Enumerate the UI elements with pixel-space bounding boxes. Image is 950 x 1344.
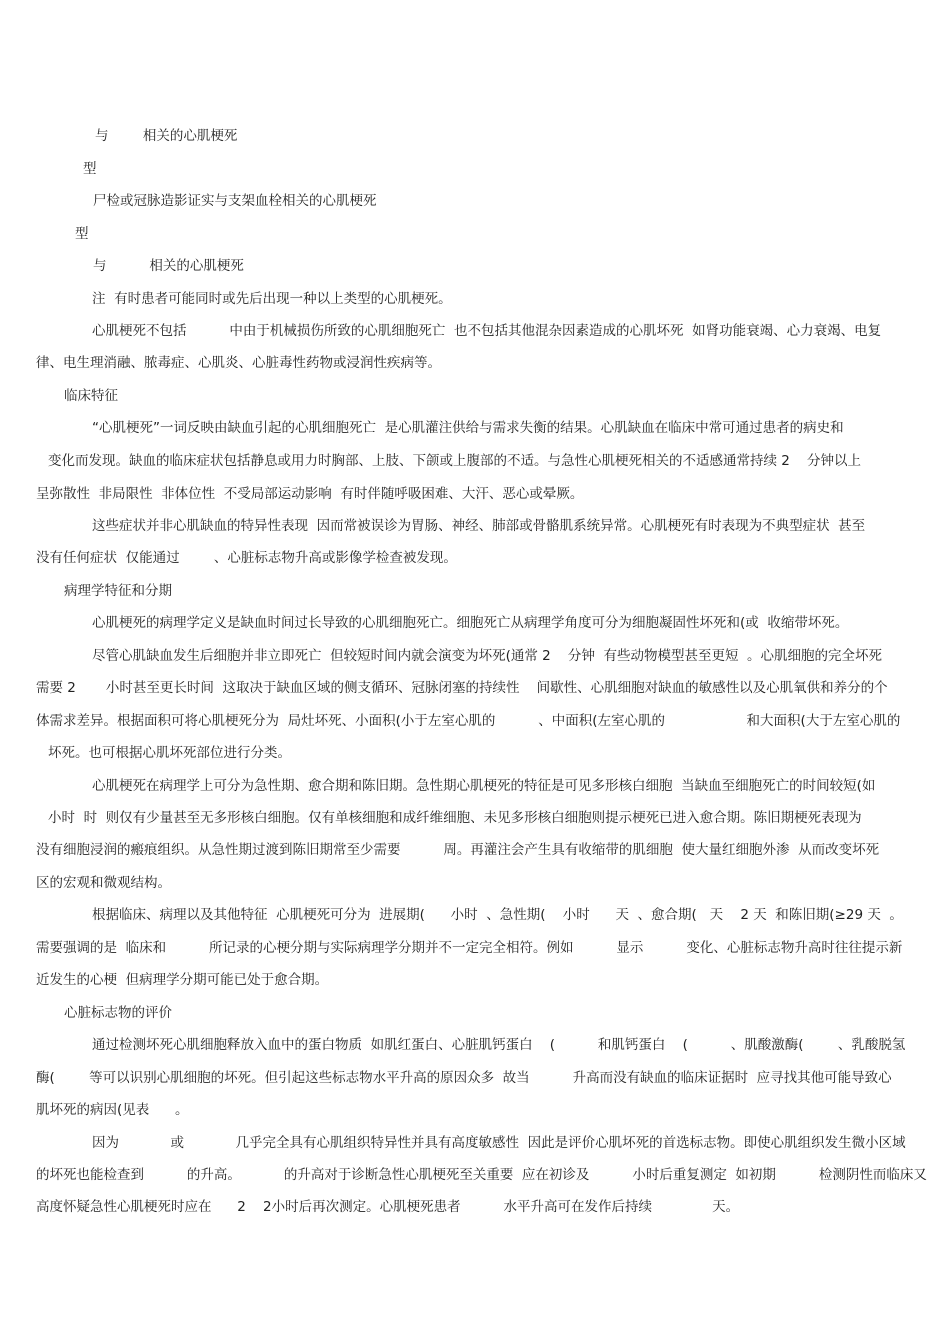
section-heading: 病理学特征和分期 — [64, 583, 172, 599]
text-line: 根据临床、病理以及其他特征 心肌梗死可分为 进展期( 小时 、急性期( 小时 天 、愈合期( 天 2 天 和陈旧期(≥29 天 。 — [92, 907, 903, 923]
text-line: 的坏死也能检查到 的升高。 的升高对于诊断急性心肌梗死至关重要 应在初诊及 小时后重复测定 如初期 检测阴性而临床又 — [36, 1167, 927, 1183]
text-line: 小时 时 则仅有少量甚至无多形核白细胞。仅有单核细胞和成纤维细胞、未见多形核白细胞则提示梗死已进入愈合期。陈旧期梗死表现为 — [48, 810, 862, 826]
text-line: 心肌梗死在病理学上可分为急性期、愈合期和陈旧期。急性期心肌梗死的特征是可见多形核白细胞 当缺血至细胞死亡的时间较短(如 — [92, 778, 876, 794]
section-heading: 临床特征 — [64, 388, 118, 404]
text-line: 与 相关的心肌梗死 — [95, 128, 238, 144]
text-line: 注 有时患者可能同时或先后出现一种以上类型的心肌梗死。 — [92, 291, 452, 307]
text-line: 呈弥散性 非局限性 非体位性 不受局部运动影响 有时伴随呼吸困难、大汗、恶心或晕厥。 — [36, 486, 584, 502]
text-line: 体需求差异。根据面积可将心肌梗死分为 局灶坏死、小面积(小于左室心肌的 、中面积(左室心肌的 和大面积(大于左室心肌的 — [36, 713, 901, 729]
text-line: 因为 或 几乎完全具有心肌组织特异性并具有高度敏感性 因此是评价心肌坏死的首选标志物。即使心肌组织发生微小区域 — [92, 1135, 906, 1151]
text-line: 型 — [83, 161, 97, 177]
text-line: 需要 2 小时甚至更长时间 这取决于缺血区域的侧支循环、冠脉闭塞的持续性 间歇性、心肌细胞对缺血的敏感性以及心肌氧供和养分的个 — [36, 680, 888, 696]
text-line: 这些症状并非心肌缺血的特异性表现 因而常被误诊为胃肠、神经、肺部或骨骼肌系统异常。心肌梗死有时表现为不典型症状 甚至 — [92, 518, 866, 534]
text-line: 与 相关的心肌梗死 — [93, 258, 244, 274]
text-line: 尽管心肌缺血发生后细胞并非立即死亡 但较短时间内就会演变为坏死(通常 2 分钟 有些动物模型甚至更短 。心肌细胞的完全坏死 — [92, 648, 883, 664]
text-line: 变化而发现。缺血的临床症状包括静息或用力时胸部、上肢、下颌或上腹部的不适。与急性心肌梗死相关的不适感通常持续 2 分钟以上 — [48, 453, 862, 469]
text-line: 区的宏观和微观结构。 — [36, 875, 171, 891]
text-line: 近发生的心梗 但病理学分期可能已处于愈合期。 — [36, 972, 329, 988]
text-line: 心肌梗死的病理学定义是缺血时间过长导致的心肌细胞死亡。细胞死亡从病理学角度可分为细胞凝固性坏死和(或 收缩带坏死。 — [92, 615, 849, 631]
text-line: 需要强调的是 临床和 所记录的心梗分期与实际病理学分期并不一定完全相符。例如 显示 变化、心脏标志物升高时往往提示新 — [36, 940, 903, 956]
text-line: 肌坏死的病因(见表 。 — [36, 1102, 189, 1118]
text-line: 心肌梗死不包括 中由于机械损伤所致的心肌细胞死亡 也不包括其他混杂因素造成的心肌坏死 如肾功能衰竭、心力衰竭、电复 — [92, 323, 882, 339]
text-line: “心肌梗死”一词反映由缺血引起的心肌细胞死亡 是心肌灌注供给与需求失衡的结果。心肌缺血在临床中常可通过患者的病史和 — [92, 420, 844, 436]
text-line: 通过检测坏死心肌细胞释放入血中的蛋白物质 如肌红蛋白、心脏肌钙蛋白 ( 和肌钙蛋白 ( 、肌酸激酶( 、乳酸脱氢 — [92, 1037, 906, 1053]
text-line: 坏死。也可根据心肌坏死部位进行分类。 — [48, 745, 291, 761]
text-line: 尸检或冠脉造影证实与支架血栓相关的心肌梗死 — [93, 193, 377, 209]
section-heading: 心脏标志物的评价 — [64, 1005, 172, 1021]
text-line: 高度怀疑急性心肌梗死时应在 2 2小时后再次测定。心肌梗死患者 水平升高可在发作后持续 天。 — [36, 1199, 740, 1215]
text-line: 没有细胞浸润的瘢痕组织。从急性期过渡到陈旧期常至少需要 周。再灌注会产生具有收缩带的肌细胞 使大量红细胞外渗 从而改变坏死 — [36, 842, 880, 858]
text-line: 型 — [75, 226, 89, 242]
text-line: 律、电生理消融、脓毒症、心肌炎、心脏毒性药物或浸润性疾病等。 — [36, 355, 441, 371]
text-line: 没有任何症状 仅能通过 、心脏标志物升高或影像学检查被发现。 — [36, 550, 457, 566]
text-line: 酶( 等可以识别心肌细胞的坏死。但引起这些标志物水平升高的原因众多 故当 升高而没有缺血的临床证据时 应寻找其他可能导致心 — [36, 1070, 892, 1086]
